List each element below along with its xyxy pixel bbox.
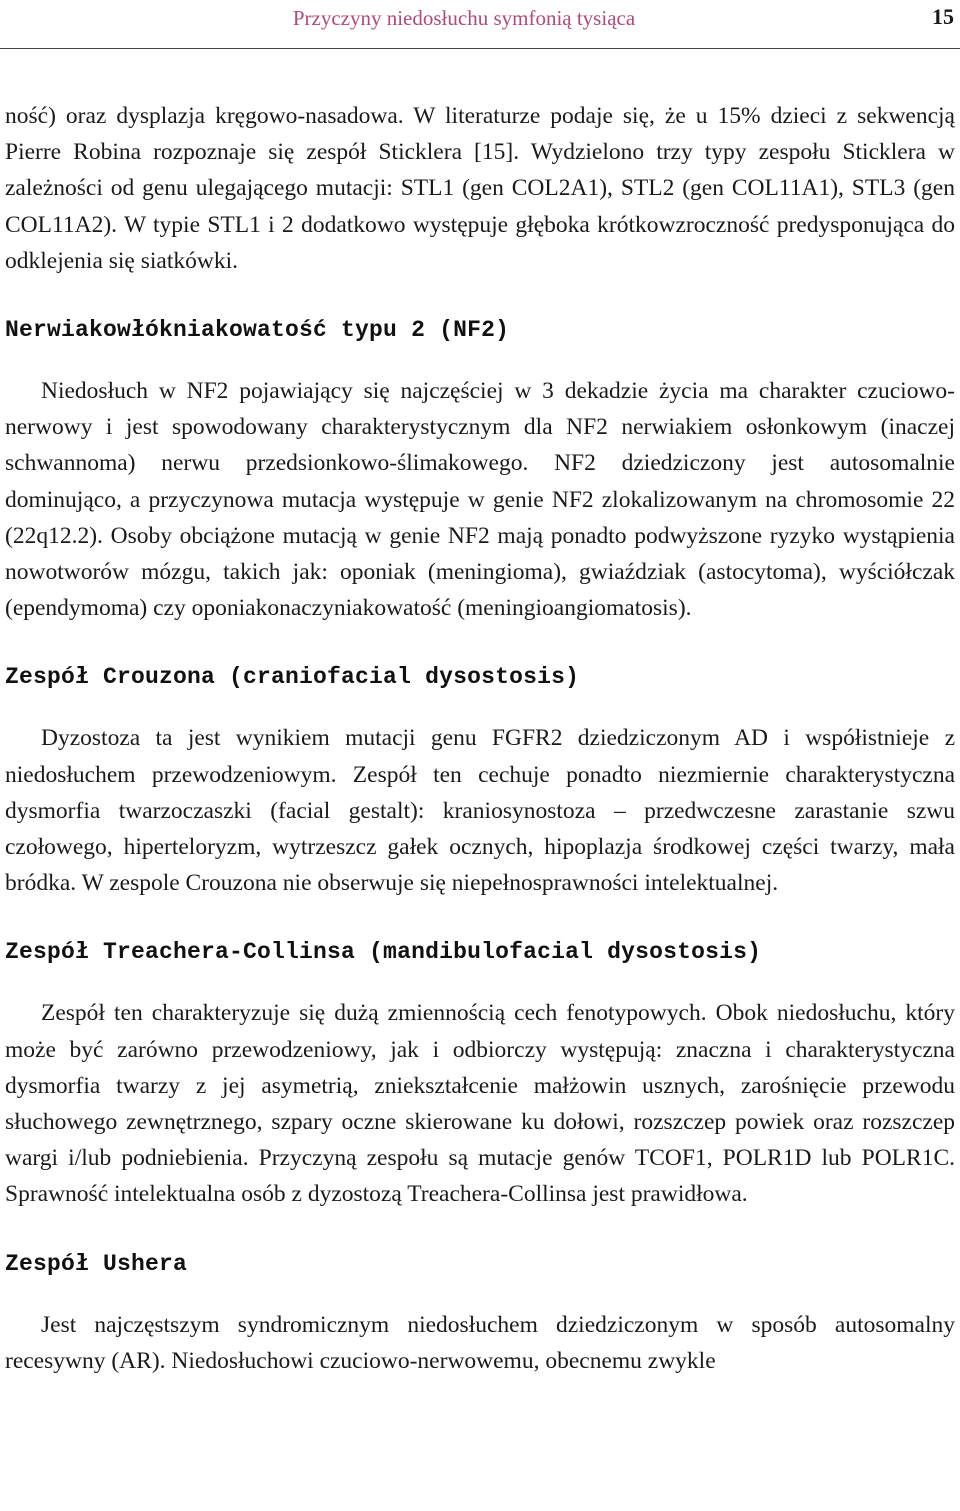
running-title: Przyczyny niedosłuchu symfonią tysiąca (292, 6, 636, 30)
page-number: 15 (932, 4, 954, 29)
section-paragraph-nf2: Niedosłuch w NF2 pojawiający się najczęściej w 3 dekadzie życia ma charakter czuciowo-nerwowy i jest spowodowany charakterystycznym dla NF2 nerwiakiem osłonkowym (inaczej schwannoma) nerwu przedsionkowo-ślimakowego. NF2 dziedziczony jest autosomalnie dominująco, a przyczynowa mutacja występuje w genie NF2 zlokalizowanym na chromosomie 22 (22q12.2). Osoby obciążone mutacją w genie NF2 mają ponadto podwyższone ryzyko wystąpienia nowotworów mózgu, takich jak: oponiak (meningioma), gwiaździak (astocytoma), wyściółczak (ependymoma) czy oponiakonaczyniakowatość (meningioangiomatosis). (5, 378, 955, 622)
section-heading-usher: Zespół Ushera (5, 1250, 188, 1277)
section-heading-nf2: Nerwiakowłókniakowatość typu 2 (NF2) (5, 317, 510, 344)
section-heading-treacher-collins: Zespół Treachera-Collinsa (mandibulofacial dysostosis) (5, 939, 762, 966)
section-paragraph-usher: Jest najczęstszym syndromicznym niedosłuchem dziedziczonym w sposób autosomalny recesywny (AR). Niedosłuchowi czuciowo-nerwowemu, obecnemu zwykle (5, 1311, 955, 1374)
body-text (5, 98, 955, 1379)
intro-paragraph: ność) oraz dysplazja kręgowo-nasadowa. W literaturze podaje się, że u 15% dzieci z sekwencją Pierre Robina rozpoznaje się zespół Sticklera [15]. Wydzielono trzy typy zespołu Sticklera w zależności od genu ulegającego mutacji: STL1 (gen COL2A1), STL2 (gen COL11A1), STL3 (gen COL11A2). W typie STL1 i 2 dodatkowo występuje głęboka krótkowzroczność predysponująca do odklejenia się siatkówki. (5, 103, 955, 274)
section-paragraph-crouzon: Dyzostoza ta jest wynikiem mutacji genu FGFR2 dziedziczonym AD i współistnieje z niedosłuchem przewodzeniowym. Zespół ten cechuje ponadto niezmiernie charakterystyczna dysmorfia twarzoczaszki (facial gestalt): kraniosynostoza – przedwczesne zarastanie szwu czołowego, hiperteloryzm, wytrzeszcz gałek ocznych, hipoplazja środkowej części twarzy, mała bródka. W zespole Crouzona nie obserwuje się niepełnosprawności intelektualnej. (5, 725, 955, 897)
running-header (0, 0, 960, 49)
section-heading-crouzon: Zespół Crouzona (craniofacial dysostosis) (5, 664, 580, 691)
section-paragraph-treacher-collins: Zespół ten charakteryzuje się dużą zmiennością cech fenotypowych. Obok niedosłuchu, który może być zarówno przewodzeniowy, jak i odbiorczy występują: znaczna i charakterystyczna dysmorfia twarzy z jej asymetrią, zniekształcenie małżowin usznych, zarośnięcie przewodu słuchowego zewnętrznego, szpary oczne skierowane ku dołowi, rozszczep powiek oraz rozszczep wargi i/lub podniebienia. Przyczyną zespołu są mutacje genów TCOF1, POLR1D lub POLR1C. Sprawność intelektualna osób z dyzostozą Treachera-Collinsa jest prawidłowa. (5, 1000, 955, 1208)
